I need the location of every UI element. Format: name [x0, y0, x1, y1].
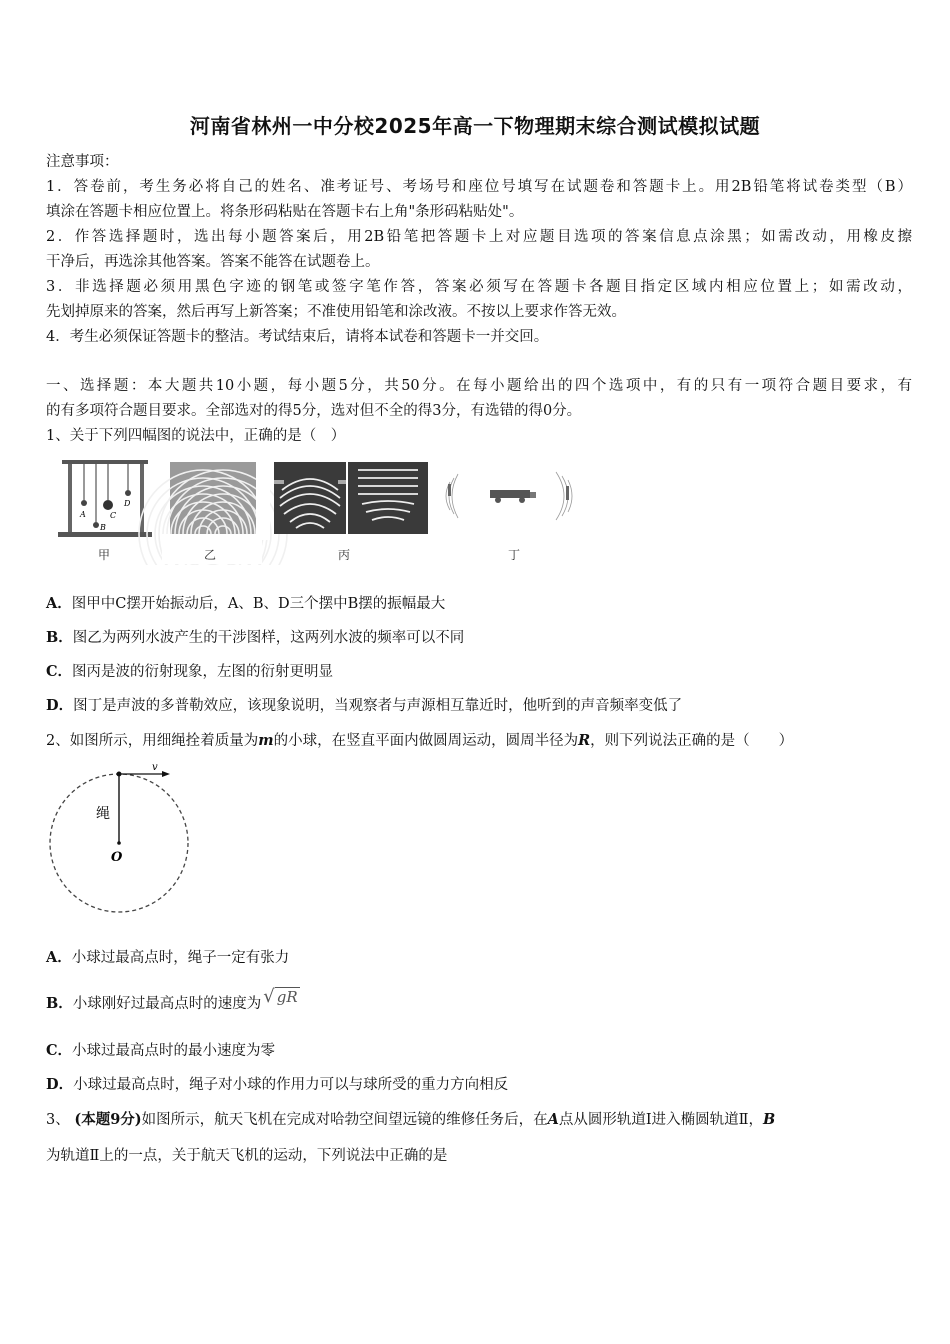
option-text: 小球过最高点时，绳子对小球的作用力可以与球所受的重力方向相反 — [73, 1077, 509, 1093]
sqrt-radicand: gR — [276, 988, 298, 1006]
pendulum-label-a: A — [80, 510, 86, 519]
q2-mass-symbol: m — [258, 732, 274, 749]
q3-score: (本题9分) — [74, 1111, 142, 1128]
section-intro-line-2: 的有多项符合题目要求。全部选对的得5分，选对但不全的得3分，有选错的得0分。 — [46, 403, 582, 419]
q3-stem-line-2: 为轨道Ⅱ上的一点，关于航天飞机的运动，下列说法中正确的是 — [46, 1148, 448, 1164]
q1-stem: 1、关于下列四幅图的说法中，正确的是（ ） — [46, 428, 346, 444]
notice-line-5: 3．非选择题必须用黑色字迹的钢笔或签字笔作答，答案必须写在答题卡各题目指定区域内相应位置上；如需改动， — [46, 279, 912, 295]
figure-label-ding: 丁 — [508, 548, 521, 562]
option-letter: B． — [46, 995, 73, 1012]
option-text: 图乙为两列水波产生的干涉图样，这两列水波的频率可以不同 — [72, 630, 465, 646]
option-letter: C． — [46, 1042, 73, 1059]
q1-option-d — [46, 696, 912, 716]
figure-label-yi: 乙 — [204, 548, 217, 562]
pendulum-label-d: D — [124, 499, 131, 508]
notice-line-1: 1．答卷前，考生务必将自己的姓名、准考证号、考场号和座位号填写在试题卷和答题卡上。用2B铅笔将试卷类型（B） — [46, 179, 912, 195]
q2-option-a — [46, 948, 912, 968]
option-letter: A． — [46, 949, 72, 966]
option-text: 图丁是声波的多普勒效应，该现象说明，当观察者与声源相互靠近时，他听到的声音频率变低了 — [73, 698, 683, 714]
pendulum-label-b: B — [100, 523, 106, 532]
figure-label-jia: 甲 — [98, 548, 111, 562]
notice-line-7: 4．考生必须保证答题卡的整洁。考试结束后，请将本试卷和答题卡一并交回。 — [46, 329, 549, 345]
option-text: 图甲中C摆开始振动后，A、B、D三个摆中B摆的振幅最大 — [71, 596, 446, 612]
page-title: 河南省林州一中分校2025年高一下物理期末综合测试模拟试题 — [189, 114, 761, 138]
option-text: 小球过最高点时，绳子一定有张力 — [71, 950, 290, 966]
diffraction-figure — [274, 462, 428, 534]
notice-line-4: 干净后，再选涂其他答案。答案不能答在试题卷上。 — [46, 254, 380, 270]
figure-label-bing: 丙 — [338, 548, 351, 562]
q3-stem-part: 点从圆形轨道Ⅰ进入椭圆轨道Ⅱ， — [558, 1112, 764, 1128]
velocity-label: v — [152, 762, 158, 773]
option-text: 小球刚好过最高点时的速度为 — [72, 996, 262, 1012]
notice-line-3: 2．作答选择题时，选出每小题答案后，用2B铅笔把答题卡上对应题目选项的答案信息点涂黑；如需改动，用橡皮擦 — [46, 229, 912, 245]
sqrt-sign: √ — [263, 986, 275, 1007]
option-letter: D． — [46, 1076, 74, 1093]
notice-line-6: 先划掉原来的答案，然后再写上新答案；不准使用铅笔和涂改液。不按以上要求作答无效。 — [46, 304, 626, 320]
q3-stem-line-1 — [46, 1110, 912, 1130]
option-text: 小球过最高点时的最小速度为零 — [72, 1043, 276, 1059]
q2-stem — [46, 731, 912, 751]
center-point — [117, 841, 121, 845]
sqrt-formula — [263, 987, 299, 1008]
velocity-arrowhead — [162, 771, 170, 777]
option-letter: C． — [46, 663, 73, 680]
option-letter: D． — [46, 697, 74, 714]
rope-label: 绳 — [96, 806, 110, 822]
q2-radius-symbol: R — [578, 732, 591, 749]
q1-option-c — [46, 662, 912, 682]
q3-stem-part: 如图所示，航天飞机在完成对哈勃空间望远镜的维修任务后，在 — [141, 1112, 548, 1128]
option-text: 图丙是波的衍射现象，左图的衍射更明显 — [72, 664, 334, 680]
q2-option-c — [46, 1041, 912, 1061]
doppler-figure — [446, 472, 572, 520]
option-letter: B． — [46, 629, 73, 646]
q2-stem-part: 的小球，在竖直平面内做圆周运动，圆周半径为 — [273, 733, 579, 749]
center-label: O — [111, 850, 123, 865]
q2-stem-part: 2、如图所示，用细绳拴着质量为 — [46, 733, 259, 749]
pendulum-figure — [58, 460, 152, 537]
q3-number: 3、 — [46, 1112, 70, 1128]
q2-stem-part: ，则下列说法正确的是（ ） — [590, 733, 794, 749]
option-letter: A． — [46, 595, 72, 612]
q2-option-d — [46, 1075, 912, 1095]
section-intro-line-1: 一、选择题：本大题共10小题，每小题5分，共50分。在每小题给出的四个选项中，有的只有一项符合题目要求，有 — [46, 378, 912, 394]
q2-circle-figure — [48, 760, 198, 920]
q3-point-a: A — [547, 1111, 559, 1128]
q2-option-b — [46, 986, 912, 1014]
q1-option-a — [46, 594, 912, 614]
q1-option-b — [46, 628, 912, 648]
notice-heading: 注意事项： — [46, 154, 119, 170]
q3-point-b: B — [763, 1111, 776, 1128]
pendulum-label-c: C — [110, 511, 117, 520]
notice-line-2: 填涂在答题卡相应位置上。将条形码粘贴在答题卡右上角"条形码粘贴处"。 — [46, 204, 524, 220]
